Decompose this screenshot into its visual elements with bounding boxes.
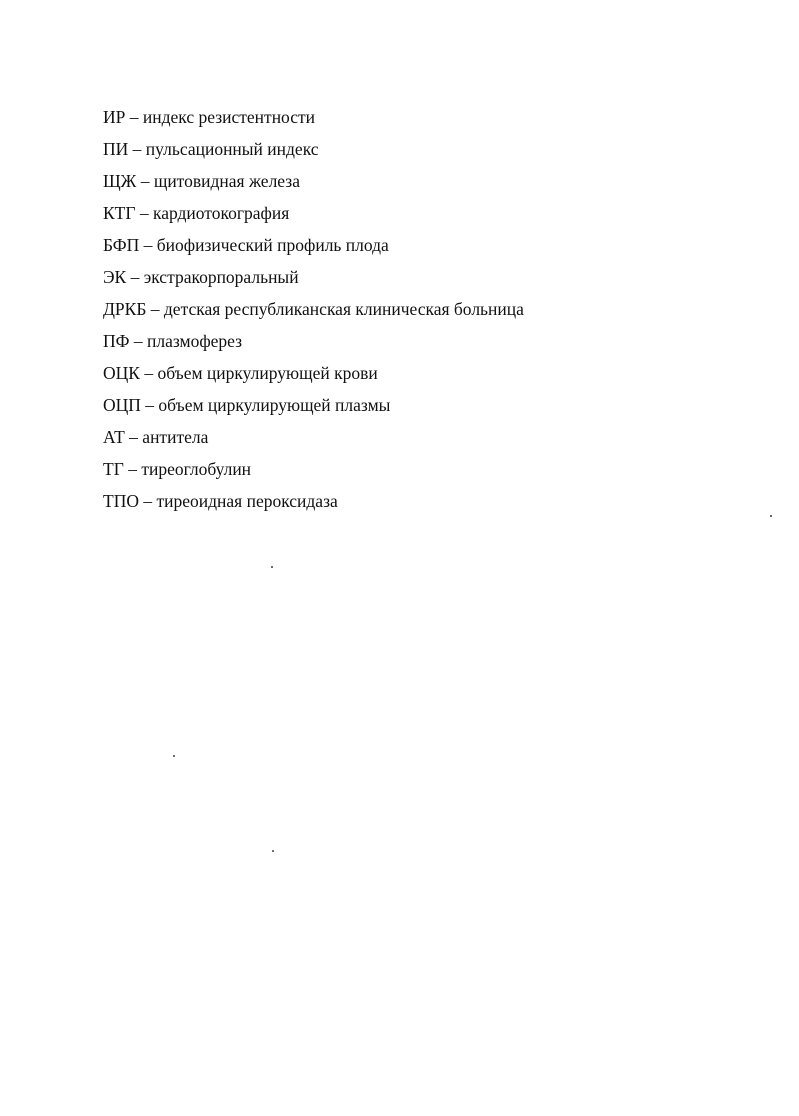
scan-speck (271, 566, 273, 568)
abbreviation-item (103, 297, 524, 329)
abbreviation-term: ПИ (103, 139, 129, 159)
abbreviation-meaning: индекс резистентности (142, 107, 316, 127)
abbreviation-term: ЩЖ (103, 171, 137, 191)
abbreviation-term: ЭК (103, 267, 127, 287)
abbreviation-meaning: экстракорпоральный (143, 267, 299, 287)
abbreviation-meaning: пульсационный индекс (145, 139, 319, 159)
abbreviation-item (103, 233, 524, 265)
abbreviation-separator: – (128, 139, 146, 159)
abbreviation-separator: – (125, 107, 143, 127)
abbreviation-term: ТГ (103, 459, 124, 479)
abbreviation-item (103, 361, 524, 393)
abbreviation-meaning: объем циркулирующей крови (157, 363, 378, 383)
abbreviation-item (103, 393, 524, 425)
abbreviation-item (103, 457, 524, 489)
abbreviation-item (103, 201, 524, 233)
abbreviation-separator: – (136, 171, 154, 191)
abbreviation-meaning: детская республиканская клиническая больница (163, 299, 524, 319)
abbreviation-item (103, 169, 524, 201)
abbreviation-item (103, 105, 524, 137)
abbreviation-item (103, 329, 524, 361)
abbreviation-separator: – (135, 203, 153, 223)
abbreviation-meaning: плазмоферез (146, 331, 243, 351)
abbreviation-separator: – (140, 395, 159, 415)
abbreviation-item (103, 137, 524, 169)
scan-speck (272, 850, 274, 852)
abbreviation-term: ОЦК (103, 363, 140, 383)
abbreviation-separator: – (139, 235, 157, 255)
scan-speck (770, 515, 772, 517)
abbreviation-separator: – (138, 491, 157, 511)
abbreviation-meaning: тиреоглобулин (141, 459, 252, 479)
abbreviation-separator: – (146, 299, 164, 319)
abbreviation-term: ОЦП (103, 395, 141, 415)
abbreviation-item (103, 489, 524, 521)
abbreviation-term: ПФ (103, 331, 130, 351)
abbreviation-meaning: биофизический профиль плода (156, 235, 389, 255)
abbreviation-separator: – (126, 267, 144, 287)
abbreviation-meaning: щитовидная железа (153, 171, 300, 191)
abbreviation-item (103, 265, 524, 297)
abbreviation-term: ИР (103, 107, 126, 127)
abbreviation-separator: – (139, 363, 158, 383)
abbreviation-list (103, 105, 524, 521)
abbreviation-term: АТ (103, 427, 125, 447)
abbreviation-meaning: тиреоидная пероксидаза (156, 491, 338, 511)
abbreviation-meaning: антитела (142, 427, 209, 447)
abbreviation-meaning: объем циркулирующей плазмы (158, 395, 391, 415)
abbreviation-term: ТПО (103, 491, 139, 511)
abbreviation-separator: – (123, 459, 142, 479)
abbreviation-separator: – (124, 427, 143, 447)
scan-speck (173, 755, 175, 757)
abbreviation-meaning: кардиотокография (152, 203, 290, 223)
abbreviation-term: ДРКБ (103, 299, 147, 319)
abbreviation-term: КТГ (103, 203, 136, 223)
abbreviation-item (103, 425, 524, 457)
abbreviation-term: БФП (103, 235, 140, 255)
abbreviation-separator: – (129, 331, 147, 351)
